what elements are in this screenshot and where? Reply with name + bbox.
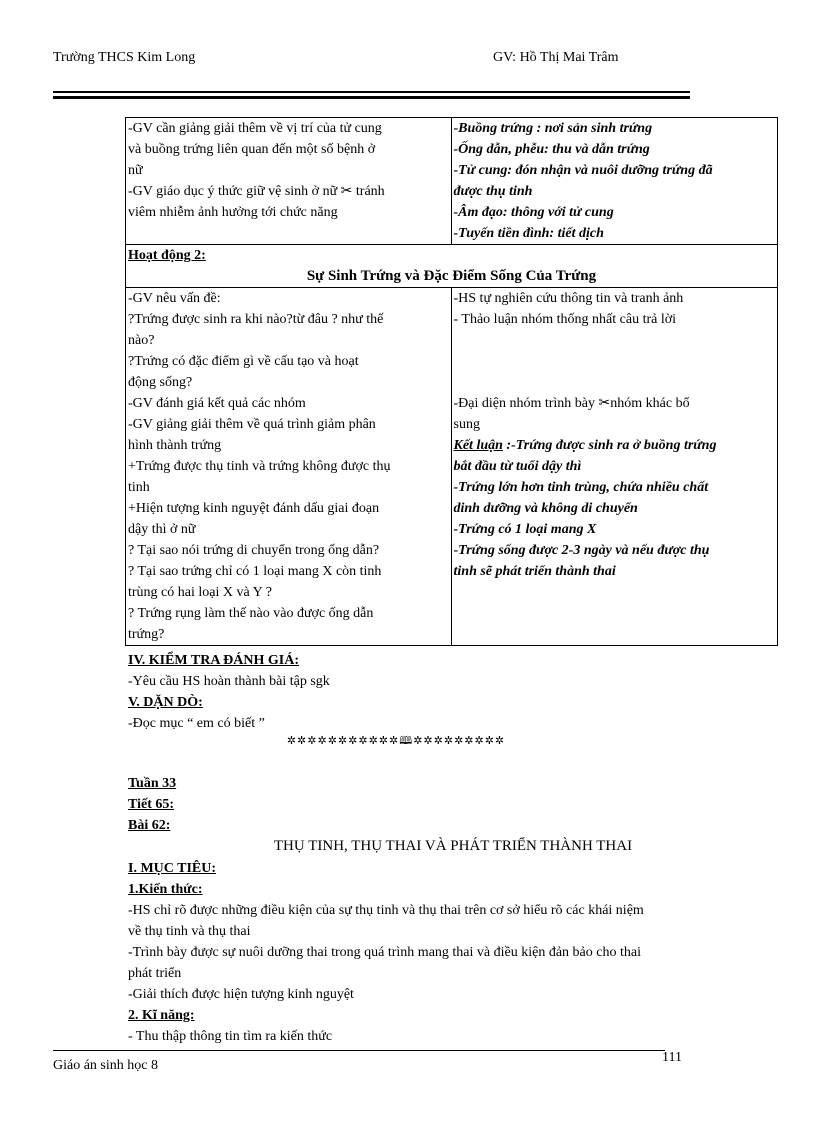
student-activity-cell: -HS tự nghiên cứu thông tin và tranh ảnh - Thảo luận nhóm thống nhất câu trả lời -Đại diện nhóm trình bày ✂nhóm khác bổ sung Kết luận :-Trứng được sinh ra ở buồng trứng bắt đầu từ tuổi dậy thì -Trứng lớn hơn tinh trùng, chứa nhiều chất dinh dưỡng và không di chuyển -Trứng có 1 loại mang X -Trứng sống được 2-3 ngày và nếu được thụ tinh sẽ phát triển thành thai — [451, 288, 778, 646]
section-heading: V. DẶN DÒ: — [128, 695, 203, 710]
header-rule-bottom — [53, 96, 690, 99]
lesson-header — [128, 773, 778, 836]
conclusion-line: Kết luận :-Trứng được sinh ra ở buồng trứng — [453, 438, 717, 453]
footer-rule — [53, 1050, 665, 1051]
lesson-title: THỤ TINH, THỤ THAI VÀ PHÁT TRIỂN THÀNH THAI — [273, 838, 633, 854]
header-school: Trường THCS Kim Long — [53, 50, 196, 65]
lesson-label: Bài 62: — [128, 818, 171, 833]
ornament-divider: ✲✲✲✲✲✲✲✲✲✲✲🕮✲✲✲✲✲✲✲✲✲ — [286, 734, 506, 747]
page-number: 111 — [662, 1050, 682, 1065]
subsection-heading: 1.Kiến thức: — [128, 882, 203, 897]
evaluation-section: IV. KIỂM TRA ĐÁNH GIÁ: -Yêu cầu HS hoàn thành bài tập sgk V. DẶN DÒ: -Đọc mục “ em có biết ” — [128, 650, 778, 734]
activity-title: Sự Sinh Trứng và Đặc Điểm Sống Của Trứng — [306, 268, 597, 284]
lesson-table — [125, 117, 778, 646]
student-activity-cell: -Buồng trứng : nơi sản sinh trứng -Ống dẫn, phễu: thu và dẫn trứng -Tử cung: đón nhận và nuôi dưỡng trứng đã được thụ tinh -Âm đạo: thông với tử cung -Tuyến tiền đình: tiết dịch — [451, 118, 778, 245]
activity-label: Hoạt động 2: — [128, 248, 206, 263]
table-row — [126, 118, 778, 245]
teacher-activity-cell: -GV nêu vấn đề: ?Trứng được sinh ra khi nào?từ đâu ? như thế nào? ?Trứng có đặc điểm gì về cấu tạo và hoạt động sống? -GV đánh giá kết quả các nhóm -GV giảng giải thêm về quá trình giảm phân hình thành trứng +Trứng được thụ tinh và trứng không được thụ tinh +Hiện tượng kinh nguyệt đánh dấu giai đoạn dậy thì ở nữ ? Tại sao nói trứng di chuyển trong ống dẫn? ? Tại sao trứng chỉ có 1 loại mang X còn tinh trùng có hai loại X và Y ? ? Trứng rụng làm thế nào vào được ống dẫn trứng? — [126, 288, 452, 646]
footer-title: Giáo án sinh học 8 — [53, 1058, 158, 1073]
section-heading: IV. KIỂM TRA ĐÁNH GIÁ: — [128, 653, 300, 668]
header-rule-top — [53, 91, 690, 93]
header-teacher: GV: Hồ Thị Mai Trâm — [493, 50, 619, 65]
teacher-activity-cell: -GV cần giảng giải thêm về vị trí của tử cung và buồng trứng liên quan đến một số bệnh ở nữ -GV giáo dục ý thức giữ vệ sinh ở nữ ✂ tránh viêm nhiễm ảnh hưởng tới chức năng — [126, 118, 452, 245]
subsection-heading: 2. Kĩ năng: — [128, 1008, 195, 1023]
activity-header-row — [126, 245, 778, 288]
conclusion-label: Kết luận — [453, 438, 503, 453]
week-label: Tuần 33 — [128, 776, 177, 791]
period-label: Tiết 65: — [128, 797, 175, 812]
table-row — [126, 288, 778, 646]
objectives-section: I. MỤC TIÊU: 1.Kiến thức: -HS chỉ rõ được những điều kiện của sự thụ tinh và thụ thai trên cơ sở hiểu rõ các khái niệm về thụ tinh và thụ thai -Trình bày được sự nuôi dưỡng thai trong quá trình mang thai và điều kiện đản bảo cho thai phát triển -Giải thích được hiện tượng kinh nguyệt 2. Kĩ năng: - Thu thập thông tin tìm ra kiến thức — [128, 858, 778, 1047]
section-heading: I. MỤC TIÊU: — [128, 861, 217, 876]
